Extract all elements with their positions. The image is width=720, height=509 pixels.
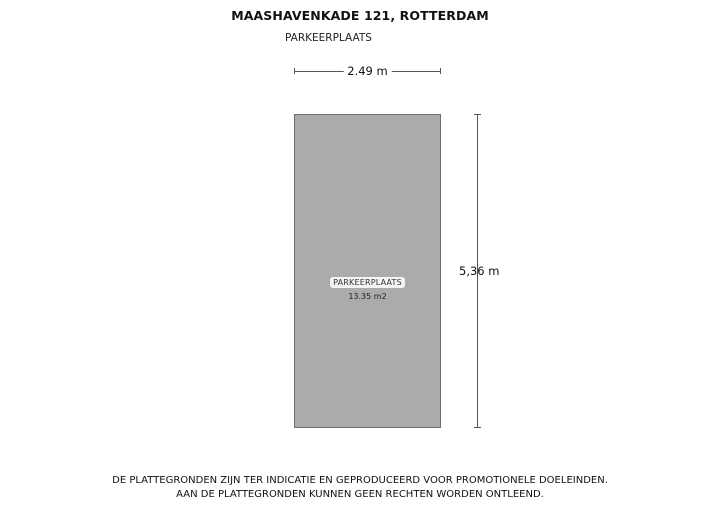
room-parkeerplaats	[294, 114, 441, 428]
height-dimension-tick-top	[474, 114, 481, 115]
width-dimension-tick-right	[440, 68, 441, 74]
width-dimension-tick-left	[294, 68, 295, 74]
height-dimension-label: 5,36 m	[459, 264, 500, 278]
floor-label: PARKEERPLAATS	[285, 32, 372, 44]
disclaimer-line-1: DE PLATTEGRONDEN ZIJN TER INDICATIE EN GEPRODUCEERD VOOR PROMOTIONELE DOELEINDEN.	[112, 475, 608, 486]
disclaimer-line-2: AAN DE PLATTEGRONDEN KUNNEN GEEN RECHTEN WORDEN ONTLEEND.	[176, 489, 544, 500]
room-area: 13.35 m2	[348, 292, 387, 301]
property-address-title: MAASHAVENKADE 121, ROTTERDAM	[231, 8, 489, 23]
width-dimension-label: 2.49 m	[343, 64, 391, 78]
height-dimension-tick-bottom	[474, 427, 481, 428]
disclaimer	[0, 474, 720, 502]
room-label	[295, 270, 440, 302]
width-dimension-line	[294, 64, 441, 78]
room-name: PARKEERPLAATS	[330, 277, 405, 288]
